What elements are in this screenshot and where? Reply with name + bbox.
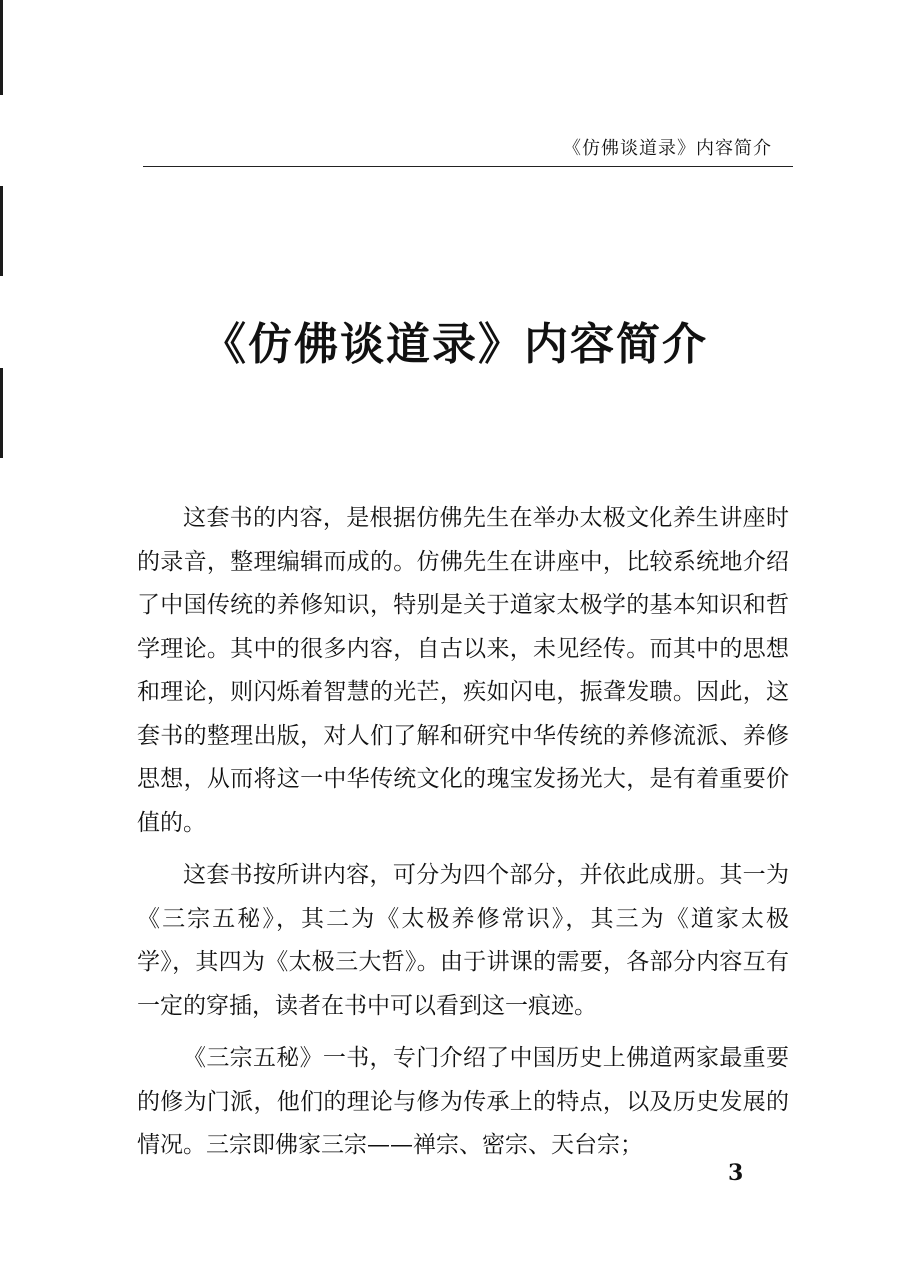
paragraph-sanzong: 《三宗五秘》一书，专门介绍了中国历史上佛道两家最重要的修为门派，他们的理论与修为传承上的特点，以及历史发展的情况。三宗即佛家三宗——禅宗、密宗、天台宗； — [137, 1045, 789, 1158]
header-rule — [143, 166, 793, 167]
paragraph-intro: 这套书的内容，是根据仿佛先生在举办太极文化养生讲座时的录音，整理编辑而成的。仿佛先生在讲座中，比较系统地介绍了中国传统的养修知识，特别是关于道家太极学的基本知识和哲学理论。其中的很多内容，自古以来，未见经传。而其中的思想和理论，则闪烁着智慧的光芒，疾如闪电，振聋发聩。因此，这套书的整理出版，对人们了解和研究中华传统的养修流派、养修思想，从而将这一中华传统文化的瑰宝发扬光大，是有着重要价值的。 — [137, 505, 789, 836]
chapter-title: 《仿佛谈道录》内容简介 — [202, 319, 708, 370]
scan-edge-mark-top — [0, 0, 3, 95]
body-text — [137, 497, 789, 1177]
paragraph-structure: 这套书按所讲内容，可分为四个部分，并依此成册。其一为《三宗五秘》，其二为《太极养修常识》，其三为《道家太极学》，其四为《太极三大哲》。由于讲课的需要，各部分内容互有一定的穿插，读者在书中可以看到这一痕迹。 — [137, 862, 789, 1019]
scan-edge-mark-middle — [0, 186, 3, 276]
scan-edge-mark-bottom — [0, 368, 3, 458]
page-number: 3 — [728, 1160, 744, 1186]
running-head: 《仿佛谈道录》内容简介 — [563, 138, 772, 159]
